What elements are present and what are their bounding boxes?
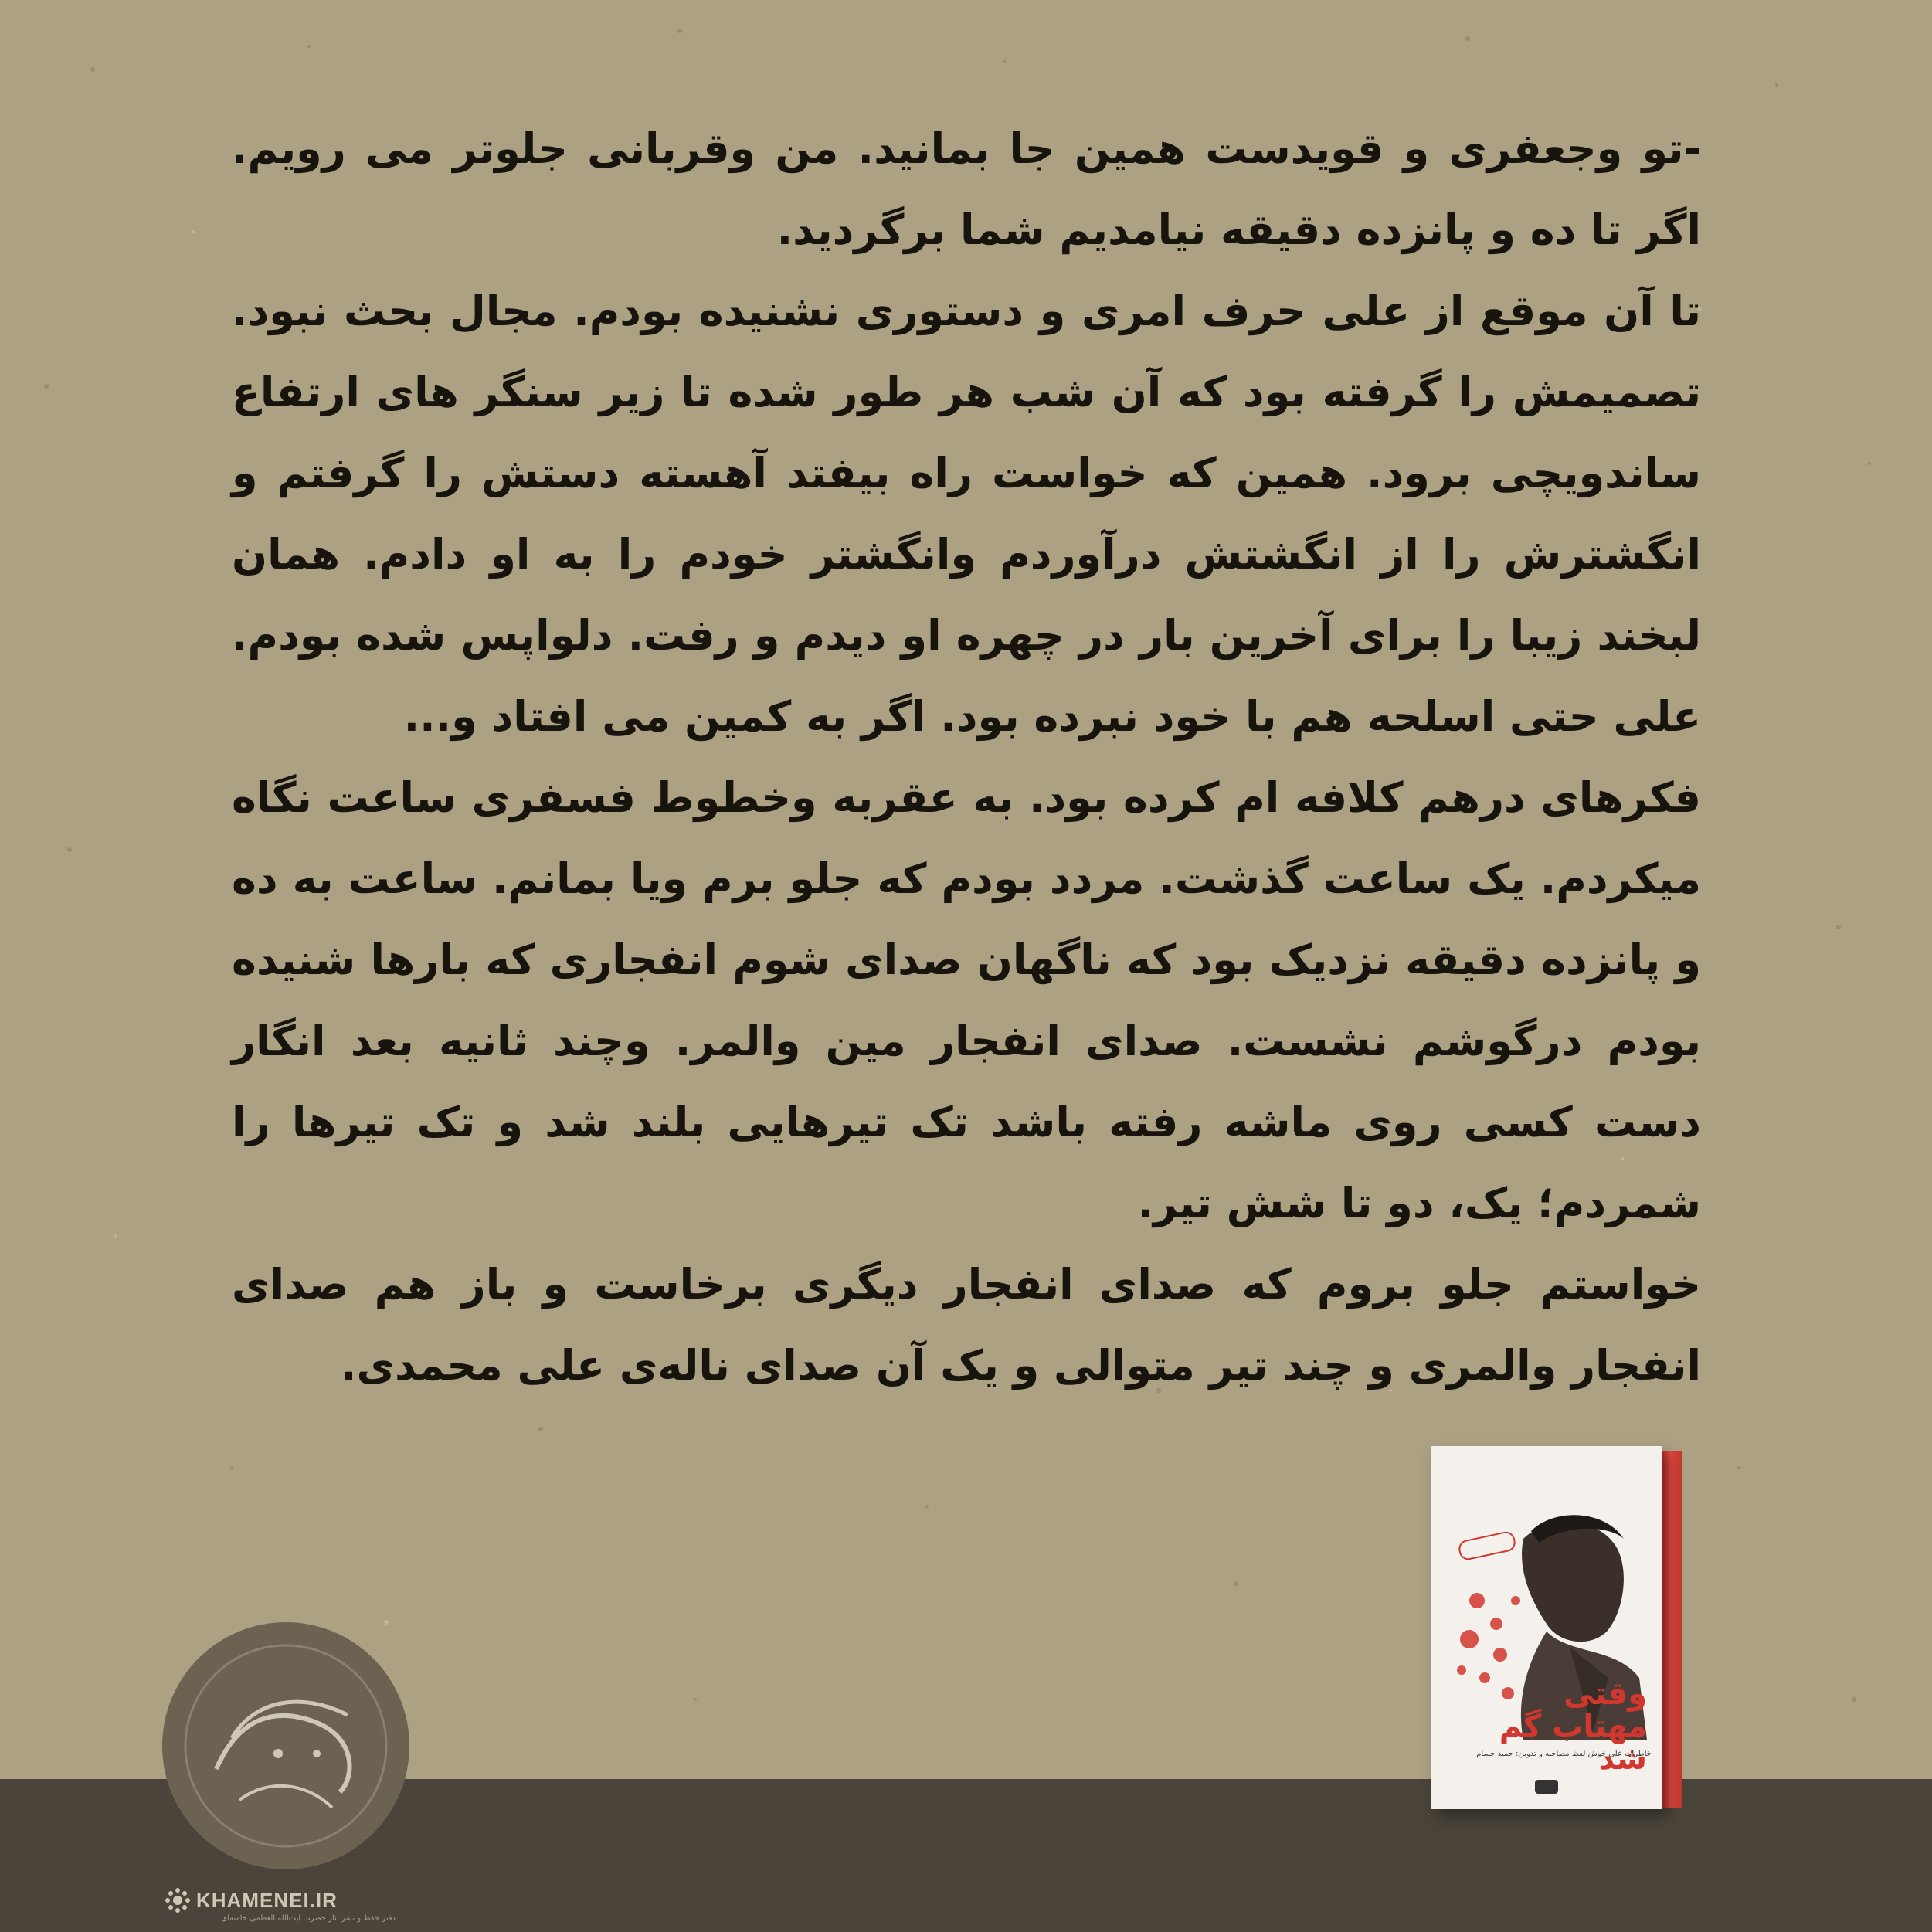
book-front <box>1431 1446 1662 1809</box>
site-subtitle: دفتر حفظ و نشر آثار حضرت آیت‌الله العظمی خامنه‌ای <box>221 1914 396 1923</box>
paragraph: خواستم جلو بروم که صدای انفجار دیگری برخاست و باز هم صدای انفجار والمری و چند تیر متوالی و یک آن صدای ناله‌ی علی محمدی. <box>232 1260 1701 1390</box>
khamenei-logo-icon <box>164 1886 192 1914</box>
book-author: خاطرات علی خوش لفظ مصاحبه و تدوین: حمید حسام <box>1476 1750 1652 1758</box>
paragraph: فکرهای درهم کلافه ام کرده بود. به عقربه وخطوط فسفری ساعت نگاه میکردم. یک ساعت گذشت. مردد بودم که جلو برم ویا بمانم. ساعت به ده و پانزده دقیقه نزدیک بود که ناگهان صدای شوم انفجاری که بارها شنیده بودم درگوشم نشست. صدای انفجار مین والمر. وچند ثانیه بعد انگار دست کسی روی ماشه رفته باشد تک تیرهایی بلند شد و تک تیرها را شمردم؛ یک، دو تا شش تیر. <box>232 773 1701 1227</box>
book-cover-image <box>1431 1446 1676 1809</box>
publisher-logo-icon <box>1535 1780 1558 1794</box>
story-text <box>232 108 1701 1406</box>
paragraph: -تو وجعفری و قویدست همین جا بمانید. من وقربانی جلوتر می رویم. اگر تا ده و پانزده دقیقه نیامدیم شما برگردید. <box>232 124 1701 254</box>
book-title: وقتی مهتاب گم شد <box>1499 1676 1647 1777</box>
site-branding <box>164 1885 396 1916</box>
calligraphy-emblem-icon <box>162 1622 409 1869</box>
paragraph: تا آن موقع از علی حرف امری و دستوری نشنیده بودم. مجال بحث نبود. تصمیمش را گرفته بود که آن شب هر طور شده تا زیر سنگر های ارتفاع ساندویچی برود. همین که خواست راه بیفتد آهسته دستش را گرفتم و انگشترش را از انگشتش درآوردم وانگشتر خودم را به او دادم. همان لبخند زیبا را برای آخرین بار در چهره او دیدم و رفت. دلواپس شده بودم. علی حتی اسلحه هم با خود نبرده بود. اگر به کمین می افتاد و... <box>232 287 1701 741</box>
site-name: KHAMENEI.IR <box>196 1888 338 1912</box>
book-spine <box>1662 1451 1682 1808</box>
sacred-defense-logo <box>162 1622 409 1869</box>
